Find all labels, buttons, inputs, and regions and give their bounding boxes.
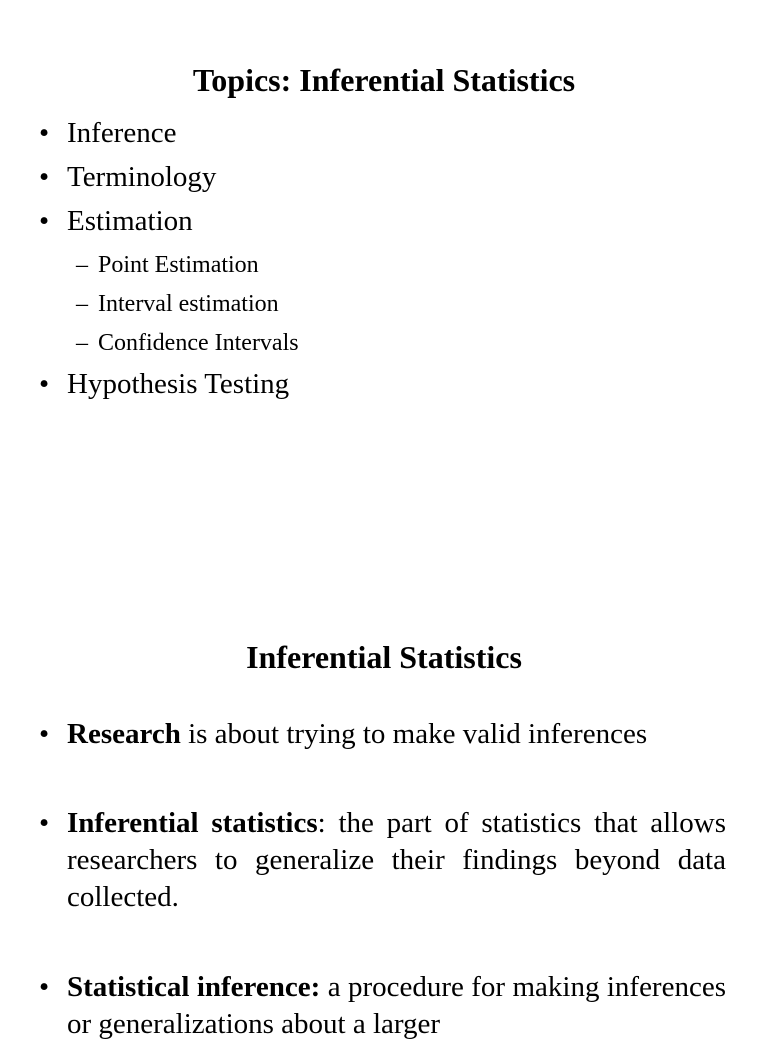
bullet-marker: • bbox=[39, 971, 50, 1003]
list-item-label: Inference bbox=[67, 117, 177, 149]
list-item-label: Terminology bbox=[67, 161, 217, 193]
definition-body: : the part of statistics that allows researchers to generalize their findings beyond data collected. bbox=[67, 807, 726, 913]
list-item-label: Hypothesis Testing bbox=[67, 368, 290, 400]
definition-term: Research bbox=[67, 718, 181, 750]
definition-term: Inferential statistics bbox=[67, 807, 318, 839]
slide-title: Inferential Statistics bbox=[246, 639, 522, 675]
definition-text bbox=[67, 716, 726, 753]
bullet-marker: • bbox=[39, 117, 50, 149]
bullet-marker: • bbox=[39, 205, 50, 237]
bullet-marker: • bbox=[39, 807, 50, 839]
definition-term: Statistical inference: bbox=[67, 971, 321, 1003]
sub-list-item-label: Confidence Intervals bbox=[98, 330, 299, 356]
bullet-marker: • bbox=[39, 368, 50, 400]
dash-marker: – bbox=[76, 291, 88, 317]
definition-body: a procedure for making inferences or generalizations about a larger bbox=[67, 971, 726, 1040]
slide-title: Topics: Inferential Statistics bbox=[192, 62, 576, 98]
definition-text bbox=[67, 969, 726, 1043]
sub-list-item-label: Interval estimation bbox=[98, 291, 279, 317]
slide-inferential-statistics bbox=[0, 600, 768, 1040]
dash-marker: – bbox=[76, 330, 88, 356]
definition-text bbox=[67, 805, 726, 916]
bullet-marker: • bbox=[39, 161, 50, 193]
sub-list-item-label: Point Estimation bbox=[98, 252, 259, 278]
definition-body: is about trying to make valid inferences bbox=[180, 718, 648, 750]
dash-marker: – bbox=[76, 252, 88, 278]
list-item-label: Estimation bbox=[67, 205, 193, 237]
bullet-marker: • bbox=[39, 718, 50, 750]
